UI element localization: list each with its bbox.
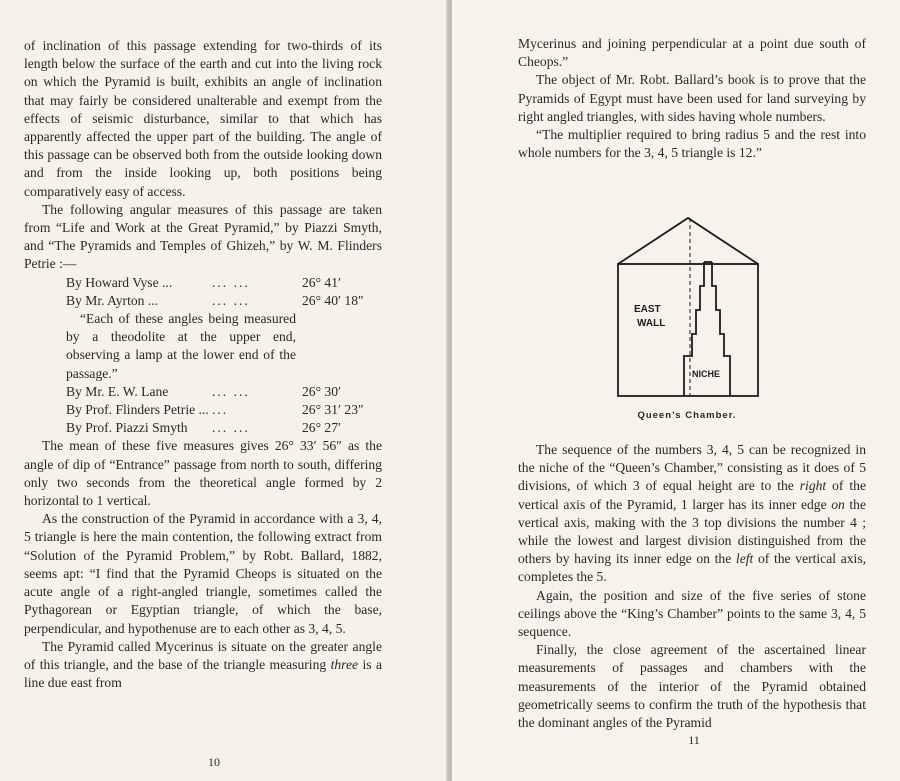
measure-value: 26° 40′ 18″ [302,292,364,308]
paragraph: The following angular measures of this passage are taken from “Life and Work at the Great Pyramid,” by Piazzi Smyth, and “The Pyramids and Temples of Ghizeh,” by W. M. Flinders Petrie :— [24,201,382,272]
paragraph [518,441,866,587]
right-page-text-bottom [518,441,866,732]
measure-dots: ... ... [212,292,250,308]
chamber-outline [618,264,758,396]
paragraph [24,638,382,693]
measure-dots: ... ... [212,274,250,290]
measure-value: 26° 41′ [302,274,341,290]
measure-value: 26° 27′ [302,420,341,436]
measure-row [66,274,382,292]
label-east: EAST [634,304,661,315]
paragraph: Again, the position and size of the five series of stone ceilings above the “King’s Chamber” points to the same 3, 4, 5 sequence. [518,587,866,640]
measure-value: 26° 30′ [302,383,341,399]
queens-chamber-diagram [612,212,772,422]
measure-row [66,419,382,437]
measure-row [66,383,382,401]
text-run: of the vertical axis of the Pyramid, 1 larger has its inner edge [518,478,866,512]
measure-value: 26° 31′ 23″ [302,402,364,418]
text-run: The Pyramid called Mycerinus is situate on the greater angle of this triangle, and the base of the triangle measuring [24,638,382,672]
italic-text: left [735,551,754,567]
measure-dots: ... ... [212,383,250,399]
right-page [452,0,900,781]
measure-dots: ... ... [212,420,250,436]
measure-dots: ... [212,402,229,418]
page-number: 11 [688,733,700,747]
paragraph: The object of Mr. Robt. Ballard’s book is to prove that the Pyramids of Egypt must have been used for land surveying by right angled triangles, with sides having whole numbers. [518,72,866,124]
roof-outline [618,218,758,264]
paragraph: As the construction of the Pyramid in accordance with a 3, 4, 5 triangle is here the main contention, the following extract from “Solution of the Pyramid Problem,” by Robt. Ballard, 1882, seems apt: “I find that the Pyramid Cheops is situated on the acute angle of a right-angled triangle, sometimes called the Pythagorean or Egyptian triangle, of which the base, perpendicular, and hypothenuse are to each other as 3, 4, 5. [24,511,382,636]
paragraph: “The multiplier required to bring radius 5 and the rest into whole numbers for the 3, 4, 5 triangle is 12.” [518,127,866,161]
diagram-caption: Queen’s Chamber. [637,410,737,421]
page-number: 10 [208,755,220,769]
paragraph: The mean of these five measures gives 26° 33′ 56″ as the angle of dip of “Entrance” passage from north to south, differing only two seconds from the theoretical angle formed by 2 horizontal to 1 vertical. [24,438,382,509]
measure-source: By Prof. Flinders Petrie ... [66,402,209,418]
paragraph: Mycerinus and joining perpendicular at a point due south of Cheops.” [518,36,866,70]
italic-text: on [831,496,845,512]
measure-source: By Howard Vyse ... [66,274,173,290]
measure-source: By Prof. Piazzi Smyth [66,420,188,436]
quote-text: “Each of these angles being measured by a theodolite at the upper end, observing a lamp at the lower end of the passage.” [66,311,296,381]
measure-source: By Mr. Ayrton ... [66,292,159,308]
italic-text: three [330,656,359,672]
text-run: is a line due east from [24,656,382,691]
text-run: of the vertical axis, completes the 5. [518,551,867,585]
left-page-text [24,37,382,692]
text-run: The sequence of the numbers 3, 4, 5 can be recognized in the niche of the “Queen’s Chamber,” consisting as it does of 5 divisions, of which 3 of equal height are to the [518,442,866,494]
paragraph: of inclination of this passage extending for two-thirds of its length below the surface of the earth and cut into the living rock on which the Pyramid is built, exhibits an angle of inclination that may fairly be considered unalterable and exempt from the effects of seismic disturbance, similar to that which has apparently affected the upper part of the building. The angle of this passage can be observed both from the outside looking down and from the inside looking up, both positions being comparatively easy of access. [24,38,382,199]
text-run: the vertical axis, making with the 3 top divisions the number 4 ; while the lowest and largest division distinguished from the others by having its inner edge on the [518,496,866,567]
measure-row [66,401,382,419]
left-page [0,0,448,781]
measure-quote [66,310,296,383]
measure-source: By Mr. E. W. Lane [66,383,169,399]
label-niche: NICHE [692,369,721,379]
paragraph: Finally, the close agreement of the ascertained linear measurements of passages and chambers with the measurements of the interior of the Pyramid obtained geometrically seems to confirm the truth of the hypothesis that the dominant angles of the Pyramid [518,642,866,731]
right-page-text-top [518,35,866,162]
measure-row [66,292,382,310]
label-wall: WALL [637,318,666,329]
italic-text: right [799,478,827,494]
